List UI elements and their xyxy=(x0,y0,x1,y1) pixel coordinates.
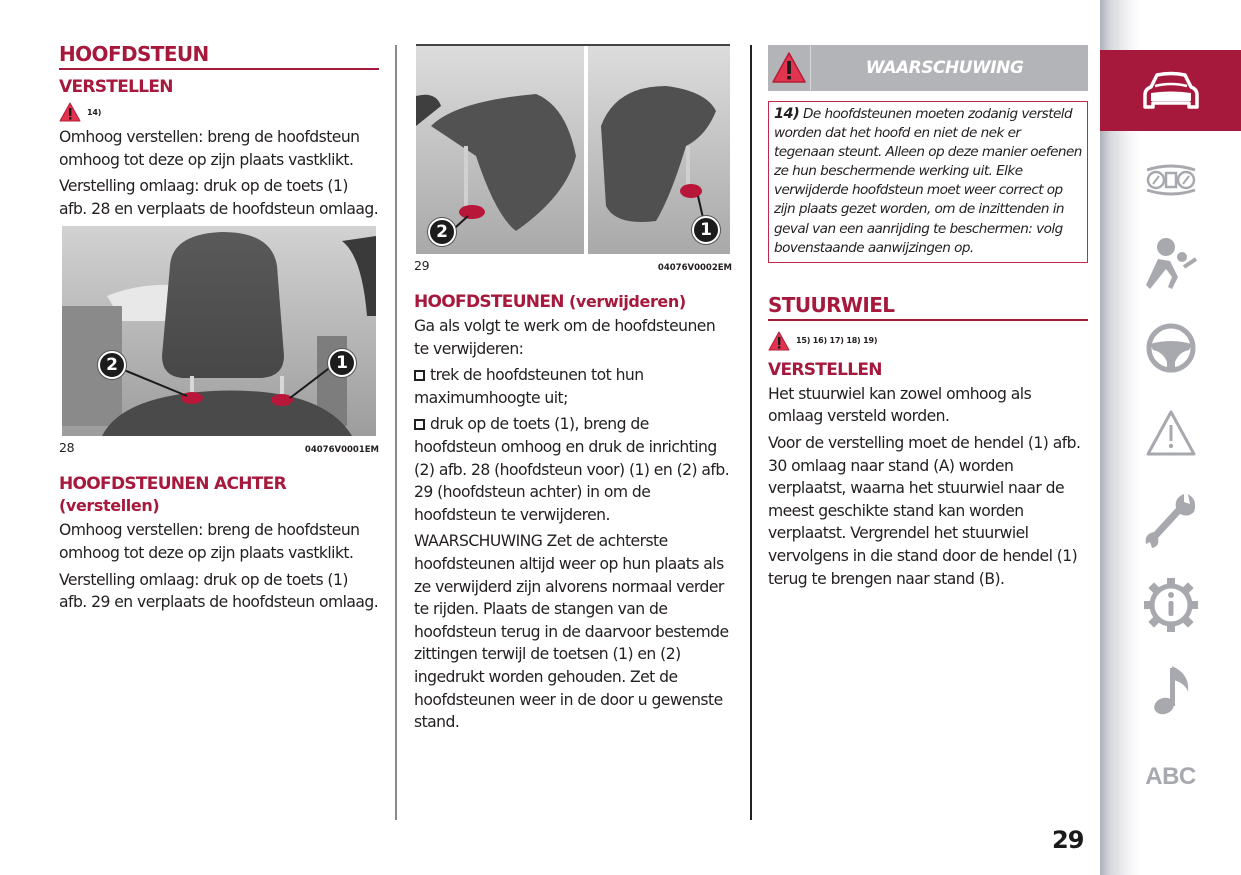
page-number: 29 xyxy=(1052,826,1084,854)
figure-number: 28 xyxy=(59,440,75,456)
column-1 xyxy=(59,42,379,614)
warning-triangle-icon xyxy=(771,51,807,85)
chapter-sidebar xyxy=(1100,0,1241,875)
sidebar-item-emergency[interactable] xyxy=(1100,405,1241,461)
figure-code: 04076V0002EM xyxy=(657,263,732,273)
dashboard-gauges-icon xyxy=(1143,163,1199,197)
sidebar-item-technical-data[interactable] xyxy=(1100,575,1241,635)
callout-1: 1 xyxy=(692,216,720,244)
subheading-hoofdsteunen-achter xyxy=(59,473,379,517)
warning-ref-numbers: 14) xyxy=(87,107,102,117)
warning-box xyxy=(768,101,1088,263)
warning-reference[interactable] xyxy=(59,100,379,124)
warning-banner-icon-cell xyxy=(768,45,811,91)
subheading-hoofdsteunen-verwijderen xyxy=(414,291,732,313)
paragraph: Omhoog verstellen: breng de hoofdsteun omhoog tot deze op zijn plaats vastklikt. xyxy=(59,521,360,562)
column-2 xyxy=(414,42,732,734)
warning-banner xyxy=(768,45,1088,91)
sidebar-item-multimedia[interactable] xyxy=(1100,662,1241,718)
figure-caption xyxy=(59,440,379,455)
airbag-passenger-icon xyxy=(1144,237,1198,293)
headrest-front-illustration xyxy=(62,226,376,436)
figure-code: 04076V0001EM xyxy=(304,445,379,456)
paragraph: Omhoog verstellen: breng de hoofdsteun omhoog tot deze op zijn plaats vastklikt. xyxy=(59,128,360,169)
subheading-verstellen: VERSTELLEN xyxy=(59,77,173,97)
warning-number: 14) xyxy=(774,106,800,122)
figure-number: 29 xyxy=(414,258,430,273)
steering-wheel-icon xyxy=(1145,322,1197,374)
paragraph: Ga als volgt te werk om de hoofdsteunen te verwijderen: xyxy=(414,317,716,358)
warning-triangle-icon xyxy=(768,331,790,351)
car-icon xyxy=(1143,71,1199,111)
subheading-main: HOOFDSTEUNEN ACHTER xyxy=(59,474,286,495)
subheading-paren: (verwijderen) xyxy=(569,292,686,311)
music-note-icon xyxy=(1150,664,1192,716)
abc-index-label: ABC xyxy=(1145,763,1196,790)
warning-ref-numbers: 15) 16) 17) 18) 19) xyxy=(796,336,878,346)
subheading-paren: (verstellen) xyxy=(59,496,160,516)
warning-triangle-icon xyxy=(59,102,81,122)
paragraph: Verstelling omlaag: druk op de toets (1) afb. 28 en verplaats de hoofdsteun omlaag. xyxy=(59,177,379,218)
callout-1: 1 xyxy=(328,349,356,377)
sidebar-item-steering[interactable] xyxy=(1100,320,1241,376)
gear-info-icon xyxy=(1143,577,1199,633)
column-divider xyxy=(395,45,397,820)
checkbox-bullet-icon xyxy=(414,370,425,381)
figure-28-front-headrest xyxy=(62,226,376,436)
subheading-verstellen: VERSTELLEN xyxy=(768,359,882,380)
subheading-main: HOOFDSTEUNEN xyxy=(414,292,564,312)
bullet-text: druk op de toets (1), breng de hoofdsteun omhoog en druk de inrichting (2) afb. 28 (hoofdsteun voor) (1) en (2) afb. 29 (hoofdsteun achter) in om de hoofdsteun te verwijderen. xyxy=(414,415,730,524)
callout-2: 2 xyxy=(428,218,456,246)
bullet-text: trek de hoofdsteunen tot hun maximumhoogte uit; xyxy=(414,366,644,407)
sidebar-item-instruments[interactable] xyxy=(1100,155,1241,205)
bullet-item xyxy=(414,413,732,526)
sidebar-item-car[interactable] xyxy=(1100,50,1241,131)
warning-text: De hoofdsteunen moeten zodanig versteld worden dat het hoofd en niet de nek er tegenaan steunt. Alleen op deze manier oefenen ze hun beschermende werking uit. Elke verwijderde hoofdsteun moet weer correct op zijn plaats gezet worden, om de inzittenden in geval van een aanrijding te beschermen: volg bovenstaande aanwijzingen op. xyxy=(774,106,1082,256)
bullet-item xyxy=(414,364,732,409)
warning-reference[interactable] xyxy=(768,329,1088,353)
wrench-icon xyxy=(1144,490,1198,550)
figure-caption xyxy=(414,258,732,273)
section-heading-hoofdsteun: HOOFDSTEUN xyxy=(59,42,379,70)
callout-2: 2 xyxy=(98,351,126,379)
paragraph: Verstelling omlaag: druk op de toets (1) afb. 29 en verplaats de hoofdsteun omlaag. xyxy=(59,570,379,612)
figure-29-rear-headrests xyxy=(416,44,730,254)
headrest-rear-illustration xyxy=(416,46,730,254)
section-heading-stuurwiel: STUURWIEL xyxy=(768,293,1088,321)
sidebar-item-index[interactable] xyxy=(1100,755,1241,799)
checkbox-bullet-icon xyxy=(414,419,425,430)
paragraph: Voor de verstelling moet de hendel (1) afb. 30 omlaag naar stand (A) worden verplaatst, waarna het stuurwiel naar de meest geschikte stand kan worden verplaatst. Vergrendel het stuurwiel vervolgens in die stand door de hendel (1) terug te brengen naar stand (B). xyxy=(768,433,1081,588)
column-3 xyxy=(768,42,1088,590)
sidebar-item-safety[interactable] xyxy=(1100,235,1241,295)
warning-banner-title: WAARSCHUWING xyxy=(865,58,1024,78)
warning-triangle-icon xyxy=(1145,409,1197,457)
sidebar-item-maintenance[interactable] xyxy=(1100,490,1241,550)
paragraph: Het stuurwiel kan zowel omhoog als omlaag versteld worden. xyxy=(768,384,1032,426)
column-divider xyxy=(750,45,752,820)
warning-paragraph: WAARSCHUWING Zet de achterste hoofdsteunen altijd weer op hun plaats als ze verwijderd zijn alvorens normaal verder te rijden. Plaats de stangen van de hoofdsteun terug in de daarvoor bestemde zittingen terwijl de toetsen (1) en (2) ingedrukt worden gehouden. Zet de hoofdsteunen weer in de door u gewenste stand. xyxy=(414,532,729,732)
